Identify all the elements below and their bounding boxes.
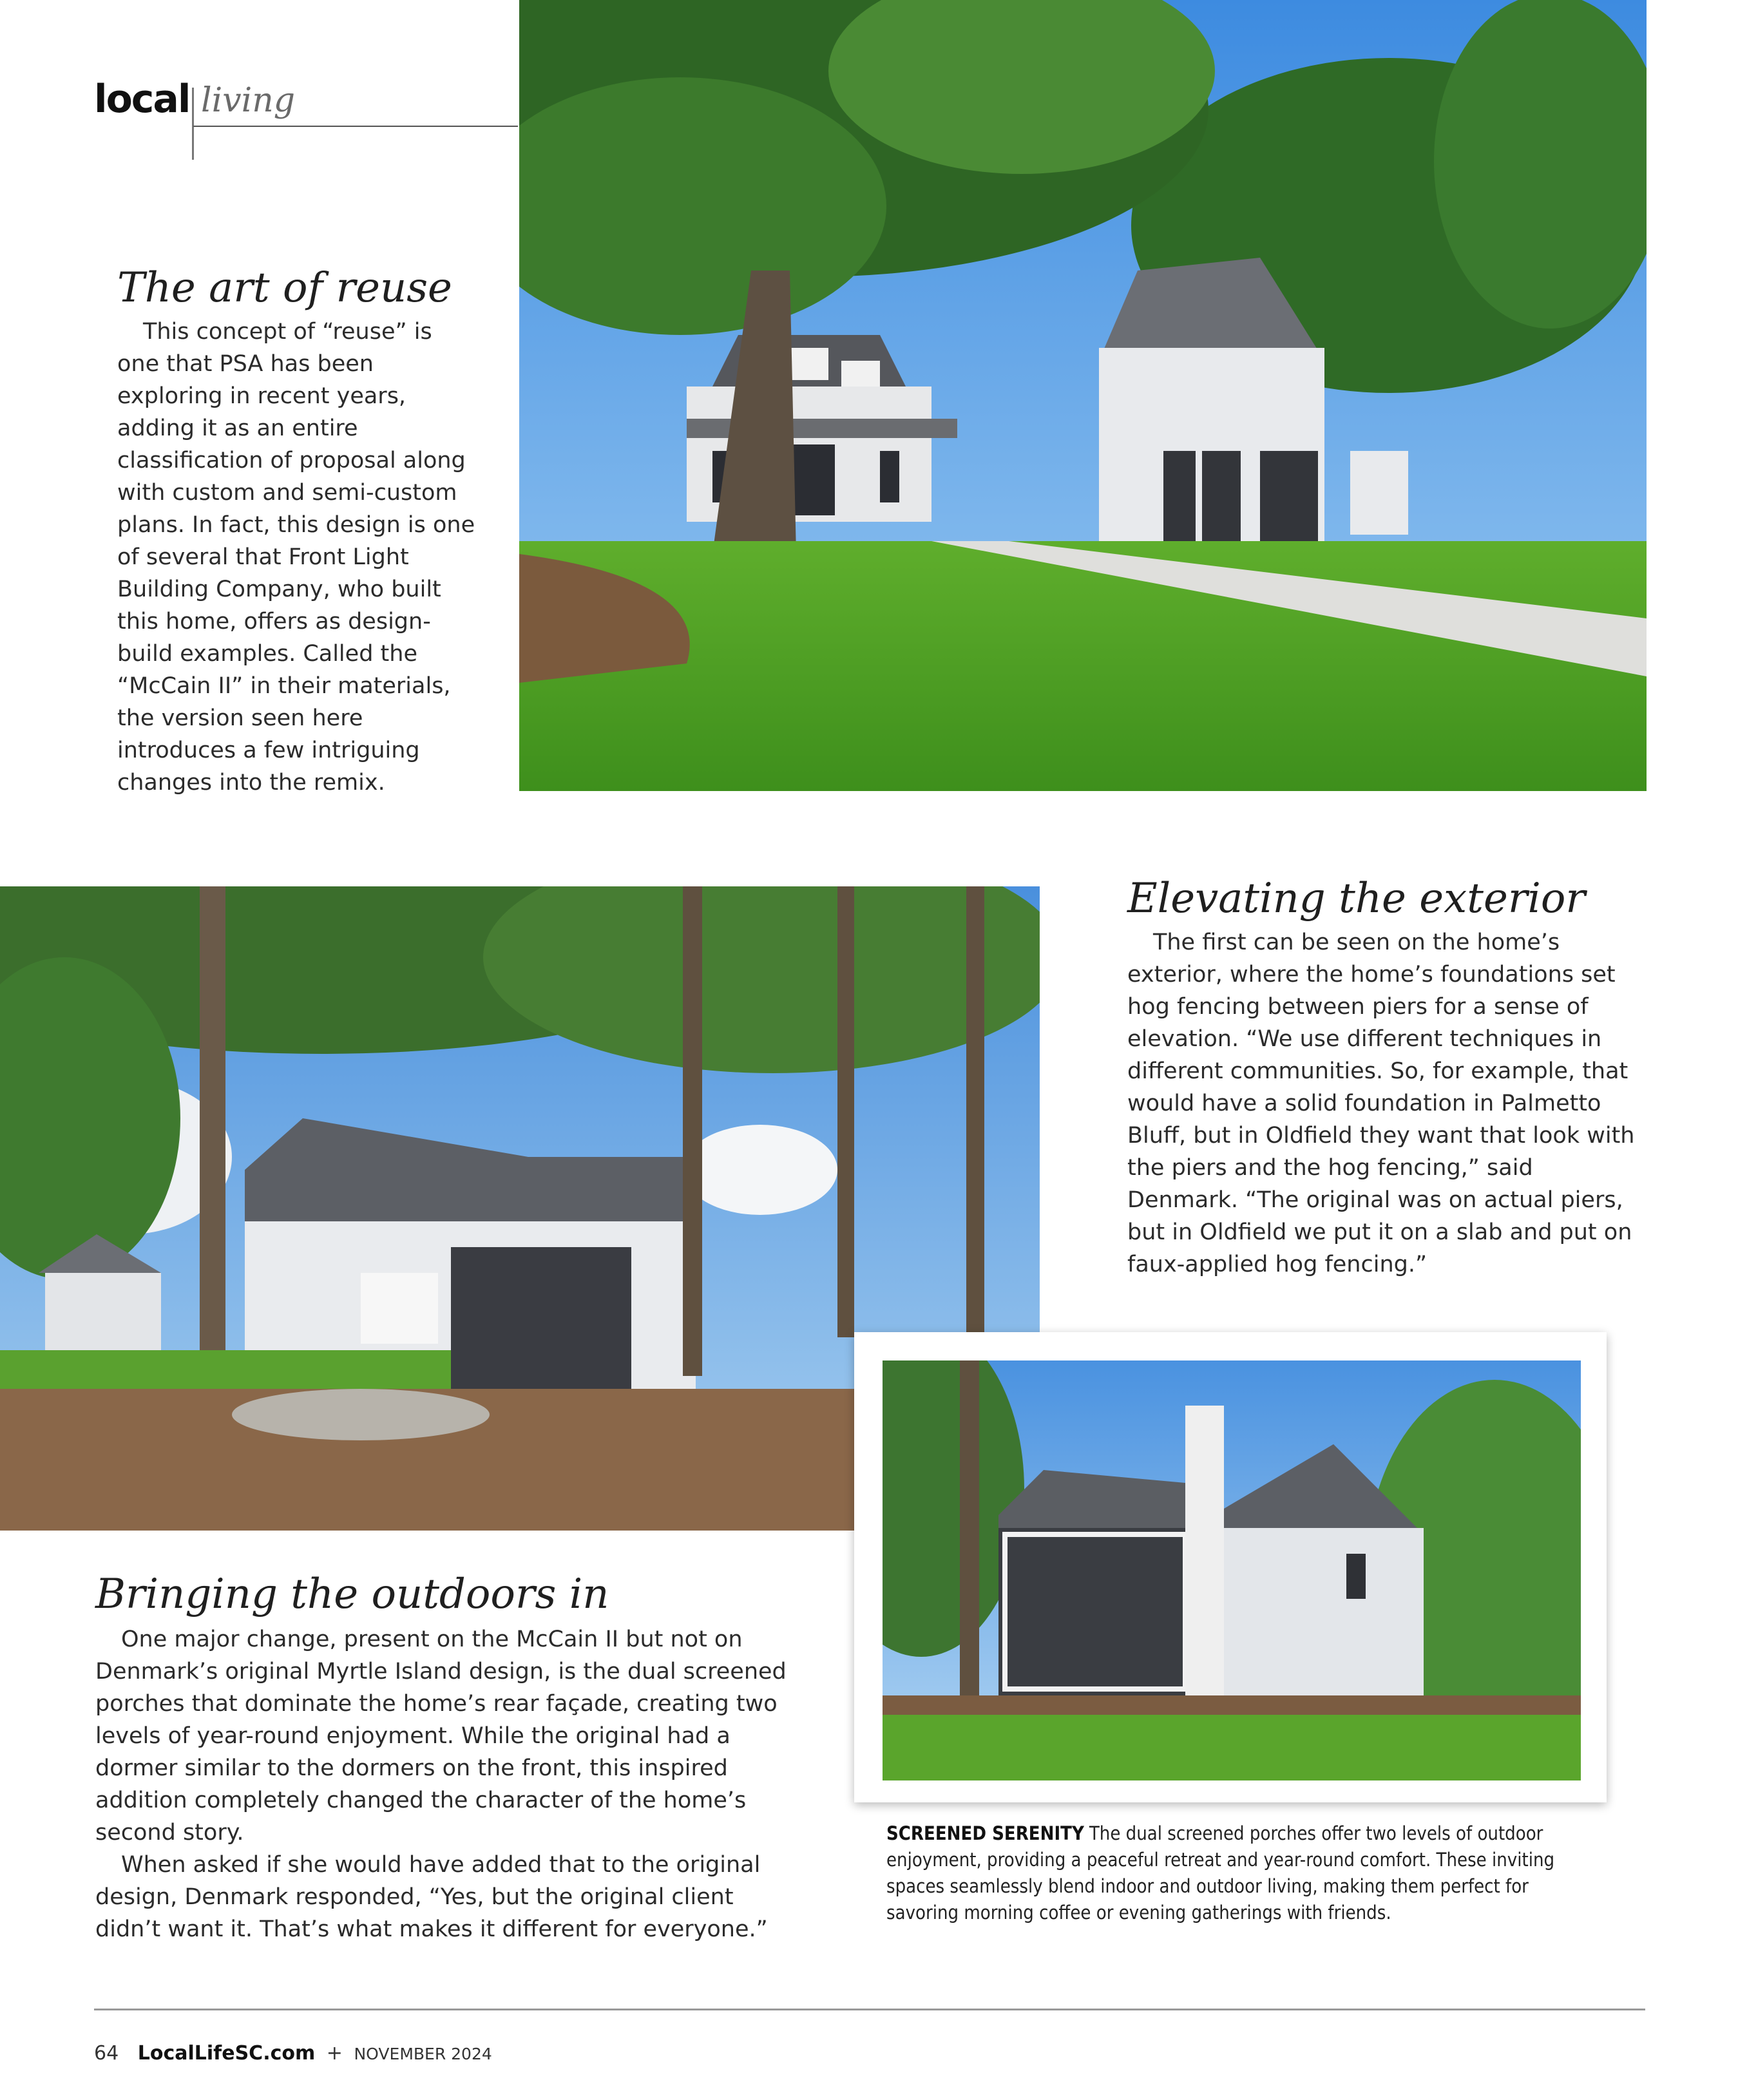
header-rule (193, 126, 518, 127)
paragraph: The first can be seen on the home’s exterior, where the home’s foundations set hog fencing between piers for a sense of elevation. “We use different techniques in different communities. So, for example, that would have a solid foundation in Palmetto Bluff, but in Oldfield they want that look with the piers and the hog fencing,” said Denmark. “The original was on actual piers, but in Oldfield we put it on a slab and put on faux-applied hog fencing.” (1127, 930, 1635, 1278)
page-number: 64 (94, 2042, 119, 2065)
front-house-photo (519, 0, 1647, 791)
screened-porch-photo (883, 1360, 1581, 1780)
paragraph: This concept of “reuse” is one that PSA has been exploring in recent years, adding it as an entire classification of proposal along with custom and semi-custom plans. In fact, this design is one of several that Front Light Building Company, who built this home, offers as design-build examples. Called the “McCain II” in their materials, the version seen here introduces a few intriguing changes into the remix. (117, 319, 475, 796)
section-art-of-reuse (117, 265, 478, 799)
footer-separator: + (326, 2042, 343, 2065)
paragraph: When asked if she would have added that to the original design, Denmark responded, “Yes, but the original client didn’t want it. That’s what makes it different for everyone.” (95, 1852, 768, 1943)
section-body (95, 1623, 791, 1945)
paragraph: One major change, present on the McCain II but not on Denmark’s original Myrtle Island design, is the dual screened porches that dominate the home’s rear façade, creating two levels of year-round enjoyment. While the original had a dormer similar to the dormers on the front, this inspired addition completely changed the character of the home’s second story. (95, 1627, 787, 1846)
caption-heading: SCREENED SERENITY (886, 1822, 1084, 1844)
logo-living: living (201, 81, 296, 120)
section-body (117, 316, 478, 799)
site-link[interactable]: LocalLifeSC.com (137, 2042, 316, 2065)
logo-divider (192, 88, 194, 160)
section-heading: Bringing the outdoors in (95, 1570, 609, 1618)
section-heading: Elevating the exterior (1127, 875, 1585, 922)
section-elevating-exterior (1127, 876, 1643, 1281)
issue-date: NOVEMBER 2024 (354, 2045, 492, 2063)
caption-text: The dual screened porches offer two levels of outdoor enjoyment, providing a peaceful retreat and year-round comfort. These inviting spaces seamlessly blend indoor and outdoor living, making them perfect for savoring morning coffee or evening gatherings with friends. (886, 1822, 1555, 1923)
footer (94, 2042, 492, 2065)
logo-local: local (94, 77, 190, 122)
section-heading: The art of reuse (117, 264, 452, 312)
section-outdoors-in (95, 1572, 791, 1945)
footer-rule (94, 2009, 1645, 2010)
photo-caption (886, 1820, 1589, 1926)
section-body (1127, 926, 1643, 1281)
